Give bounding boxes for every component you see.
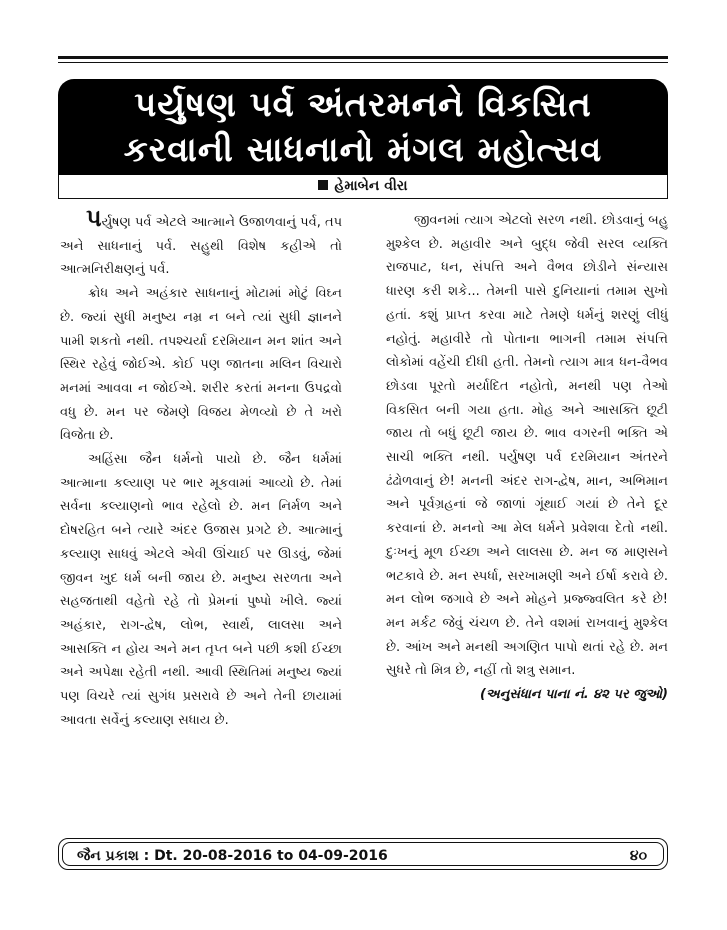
- paragraph-text: ર્યુષણ પર્વ એટલે આત્માને ઉજાળવાનું પર્વ, તપ અને સાધનાનું પર્વ. સહુથી વિશેષ કહીએ તો આત્મનિરીક્ષણનું પર્વ.: [60, 215, 343, 278]
- publication-info: જૈન પ્રકાશ : Dt. 20-08-2016 to 04-09-2016: [77, 848, 388, 864]
- author-strip: [58, 175, 668, 199]
- article-column-left: [60, 204, 343, 732]
- drop-cap: પ: [86, 204, 102, 232]
- page-footer: [58, 838, 668, 870]
- top-rule-thick: [58, 56, 668, 59]
- page-number: ૪૦: [629, 848, 647, 864]
- footer-inner-border: [62, 842, 664, 866]
- paragraph: [60, 204, 343, 282]
- continuation-note: (અનુસંધાન પાના નં. ૪૨ ૫ર જુઓ): [479, 687, 668, 703]
- title-line-2: કરવાની સાધનાનો મંગલ મહોત્સવ: [123, 130, 603, 170]
- paragraph: અહિંસા જૈન ધર્મનો પાયો છે. જૈન ધર્મમાં આત્માના કલ્યાણ પર ભાર મૂકવામાં આવ્યો છે. તેમાં સર્વના કલ્યાણનો ભાવ રહેલો છે. મન નિર્મળ અને દોષરહિત બને ત્યારે અંદર ઉજાસ પ્રગટે છે. આત્માનું કલ્યાણ સાધવું એટલે એવી ઊંચાઈ પર ઊડવું, જેમાં જીવન ખુદ ધર્મ બની જાય છે. મનુષ્ય સરળતા અને સહજતાથી વહેતો રહે તો પ્રેમનાં પુષ્પો ખીલે. જ્યાં અહંકાર, રાગ-દ્વેષ, લોભ, સ્વાર્થ, લાલસા અને આસક્તિ ન હોય અને મન તૃપ્ત બને પછી કશી ઈચ્છા અને અપેક્ષા રહેતી નથી. આવી સ્થિતિમાં મનુષ્ય જ્યાં પણ વિચરે ત્યાં સુગંધ પ્રસરાવે છે અને તેની છાયામાં આવતા સર્વેનું કલ્યાણ સધાય છે.: [60, 452, 342, 728]
- top-rule-thin: [58, 62, 668, 63]
- title-line-1: પર્યુષણ પર્વ અંતરમનને વિકસિત: [134, 85, 592, 125]
- paragraph: જીવનમાં ત્યાગ એટલો સરળ નથી. છોડવાનું બહુ મુશ્કેલ છે. મહાવીર અને બુદ્ધ જેવી સરલ વ્યક્તિ રાજપાટ, ધન, સંપત્તિ અને વૈભવ છોડીને સંન્યાસ ધારણ કરી શકે... તેમની પાસે દુનિયાનાં તમામ સુખો હતાં. કશું પ્રાપ્ત કરવા માટે તેમણે ધર્મનું શરણું લીધું નહોતું. મહાવીરે તો પોતાના ભાગની તમામ સંપત્તિ લોકોમાં વહેંચી દીધી હતી. તેમનો ત્યાગ માત્ર ધન-વૈભવ છોડવા પૂરતો મર્યાદિત નહોતો, મનથી પણ તેઓ વિકસિત બની ગયા હતા. મોહ અને આસક્તિ છૂટી જાય તો બધું છૂટી જાય છે. ભાવ વગરની ભક્તિ એ સાચી ભક્તિ નથી. પર્યુષણ પર્વ દરમિયાન અંતરને ઢંઢોળવાનું છે! મનની અંદર રાગ-દ્વેષ, માન, અભિમાન અને પૂર્વગ્રહનાં જે જાળાં ગૂંથાઈ ગયાં છે તેને દૂર કરવાનાં છે. મનનો આ મેલ ધર્મને પ્રવેશવા દેતો નથી. દુઃખનું મૂળ ઈચ્છા અને લાલસા છે. મન જ માણસને ભટકાવે છે. મન સ્પર્ધા, સરખામણી અને ઈર્ષા કરાવે છે. મન લોભ જગાવે છે અને મોહને પ્રજ્જ્વલિત કરે છે! મન મર્કટ જેવું ચંચળ છે. તેને વશમાં રાખવાનું મુશ્કેલ છે. આંખ અને મનથી અગણિત પાપો થતાં રહે છે. મન સુધરે તો મિત્ર છે, નહીં તો શત્રુ સમાન.: [386, 213, 668, 679]
- author-wrap: [59, 177, 667, 195]
- article-column-right: [386, 209, 668, 707]
- author-name: હેમાબેન વીરા: [334, 178, 408, 194]
- paragraph: ક્રોધ અને અહંકાર સાધનાનું મોટામાં મોટું વિઘ્ન છે. જ્યાં સુધી મનુષ્ય નમ્ર ન બને ત્યાં સુધી જ્ઞાનને પામી શકતો નથી. તપશ્ચર્યા દરમિયાન મન શાંત અને સ્થિર રહેવું જોઈએ. કોઈ પણ જાતના મલિન વિચારો મનમાં આવવા ન જોઈએ. શરીર કરતાં મનના ઉપદ્રવો વધુ છે. મન પર જેમણે વિજય મેળવ્યો છે તે ખરો વિજેતા છે.: [60, 286, 342, 444]
- title-banner: [58, 79, 668, 175]
- square-bullet-icon: [318, 180, 328, 190]
